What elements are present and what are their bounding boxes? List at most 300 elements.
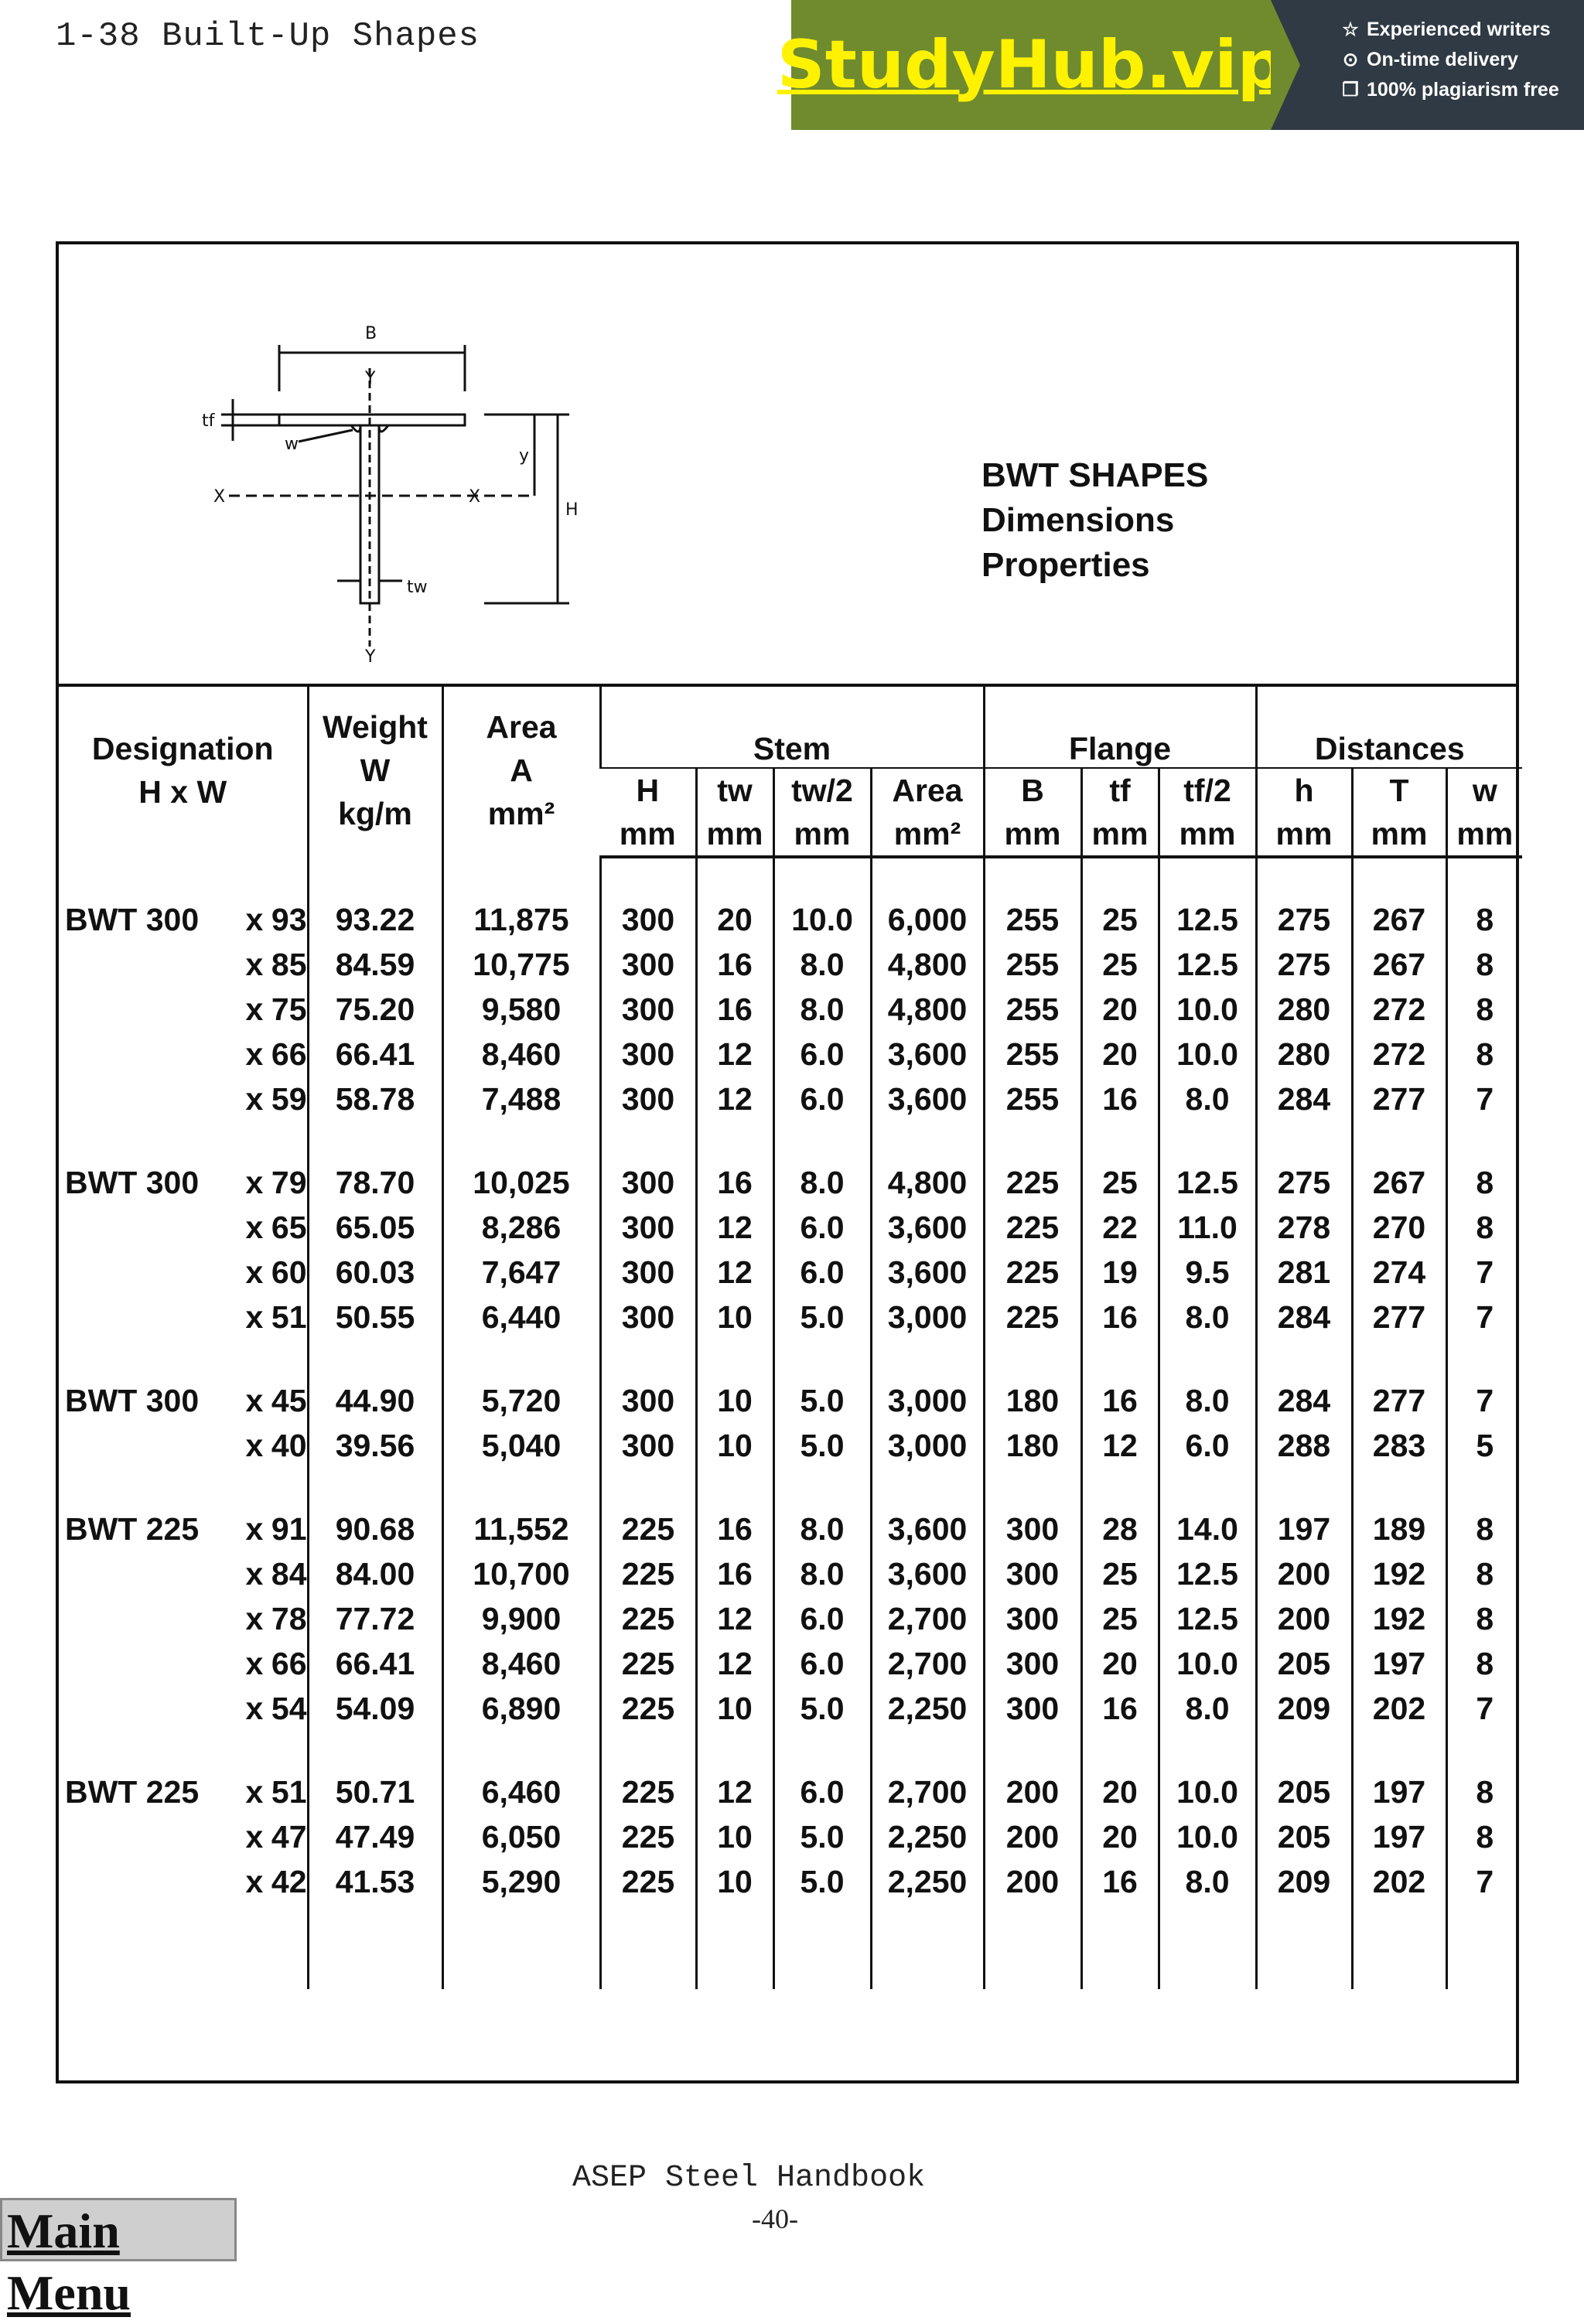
table-cell: 300 [984,1641,1081,1686]
table-cell: 7 [1446,1859,1522,1904]
table-cell: 2,250 [871,1859,984,1904]
spacer-cell [1081,857,1159,897]
table-cell: 10,700 [442,1551,600,1596]
table-cell: 20 [1081,1769,1159,1814]
shape-subtitle-line: Properties [981,546,1150,584]
spacer-cell [600,857,696,897]
axis-label-y-bottom: Y [365,647,376,662]
spacer-cell [773,1121,871,1160]
designation-prefix: BWT 300 [65,1382,200,1418]
table-cell: 192 [1352,1596,1446,1641]
table-cell: 4,800 [871,987,984,1032]
designation-x: x [245,1427,264,1463]
designation-weight: 66 [271,1645,307,1681]
table-cell: 11.0 [1159,1205,1256,1250]
table-cell: 12 [696,1596,773,1641]
designation-weight: 40 [271,1427,307,1463]
designation-weight: 85 [271,946,307,982]
table-cell: 5.0 [773,1295,871,1339]
page-number: -40- [752,2203,798,2234]
table-cell: 272 [1352,1032,1446,1077]
table-row [59,1032,1522,1077]
table-cell: 5.0 [773,1814,871,1859]
table-cell: 8,460 [442,1032,600,1077]
designation-cell [59,1769,308,1814]
designation-weight: 51 [271,1299,307,1335]
designation-cell [59,1596,308,1641]
table-cell: 5.0 [773,1686,871,1731]
designation-x: x [245,1080,264,1117]
table-cell: 209 [1256,1859,1352,1904]
table-cell: 12.5 [1159,942,1256,987]
table-row [59,1507,1522,1551]
table-cell: 20 [696,897,773,942]
table-cell: 20 [1081,1032,1159,1077]
table-cell: 6.0 [1159,1423,1256,1468]
table-cell: 10.0 [1159,1641,1256,1686]
table-cell: 8 [1446,1769,1522,1814]
spacer-cell [773,1468,871,1507]
table-cell: 10.0 [1159,1814,1256,1859]
table-cell: 12 [1081,1423,1159,1468]
table-cell: 8 [1446,1507,1522,1551]
table-cell: 12.5 [1159,1551,1256,1596]
spacer-cell [1081,1468,1159,1507]
table-cell: 300 [600,1423,696,1468]
table-cell: 300 [984,1551,1081,1596]
table-cell: 16 [1081,1378,1159,1423]
table-cell: 25 [1081,1596,1159,1641]
designation-prefix [65,1819,241,1855]
spacer-cell [1352,1121,1446,1160]
table-row [59,1250,1522,1295]
spacer-cell [1256,857,1352,897]
col-header-weight: Weight W kg/m [308,684,442,857]
spacer-cell [1446,1904,1522,1989]
table-cell: 205 [1256,1769,1352,1814]
table-cell: 274 [1352,1250,1446,1295]
table-cell: 6,890 [442,1686,600,1731]
feature-item [1340,19,1584,41]
designation-cell [59,1814,308,1859]
table-cell: 22 [1081,1205,1159,1250]
table-cell: 5,720 [442,1378,600,1423]
main-menu-button[interactable]: Main Menu [0,2198,237,2261]
col-group-stem: Stem [600,684,984,768]
table-cell: 8.0 [1159,1077,1256,1121]
table-cell: 8,286 [442,1205,600,1250]
table-cell: 3,600 [871,1507,984,1551]
table-cell: 280 [1256,987,1352,1032]
col-header-symbol: tw/2 [773,768,871,812]
designation-prefix: BWT 300 [65,901,200,937]
table-frame [56,241,1519,2083]
table-cell: 288 [1256,1423,1352,1468]
table-cell: 6,000 [871,897,984,942]
table-cell: 16 [1081,1859,1159,1904]
table-cell: 275 [1256,897,1352,942]
table-cell: 8 [1446,897,1522,942]
spacer-cell [871,1731,984,1769]
bwt-properties-table [59,684,1522,1989]
designation-prefix: BWT 300 [65,1164,200,1200]
col-header-unit: mm [1352,812,1446,857]
table-row [59,1378,1522,1423]
col-header-symbol: tw [696,768,773,812]
table-cell: 6,440 [442,1295,600,1339]
spacer-cell [1446,1121,1522,1160]
designation-weight: 66 [271,1036,307,1072]
spacer-cell [442,1904,600,1989]
table-cell: 300 [600,1032,696,1077]
col-header-area: Area A mm² [442,684,600,857]
table-cell: 300 [600,1378,696,1423]
spacer-cell [600,1731,696,1769]
table-cell: 281 [1256,1250,1352,1295]
table-cell: 66.41 [308,1032,442,1077]
spacer-cell [308,1339,442,1378]
table-cell: 10.0 [1159,987,1256,1032]
table-row [59,942,1522,987]
spacer-cell [600,1468,696,1507]
designation-x: x [245,1299,264,1335]
tee-section-diagram [105,275,600,662]
table-cell: 6.0 [773,1250,871,1295]
col-header-unit: mm [1159,812,1256,857]
designation-prefix [65,1081,241,1118]
table-cell: 10.0 [773,897,871,942]
col-header-unit: mm² [871,812,984,857]
table-cell: 10 [696,1686,773,1731]
designation-cell [59,1295,308,1339]
table-cell: 84.00 [308,1551,442,1596]
table-cell: 25 [1081,1160,1159,1205]
table-cell: 300 [600,897,696,942]
spacer-cell [59,857,308,897]
table-cell: 8.0 [773,942,871,987]
spacer-cell [696,1904,773,1989]
designation-prefix [65,1691,241,1727]
table-cell: 209 [1256,1686,1352,1731]
spacer-cell [442,1339,600,1378]
table-cell: 8.0 [1159,1295,1256,1339]
table-row [59,1205,1522,1250]
table-cell: 19 [1081,1250,1159,1295]
col-header-unit: mm [600,812,696,857]
table-cell: 47.49 [308,1814,442,1859]
table-cell: 20 [1081,1814,1159,1859]
table-cell: 8,460 [442,1641,600,1686]
table-cell: 300 [600,1205,696,1250]
table-cell: 50.55 [308,1295,442,1339]
designation-x: x [245,1036,264,1072]
table-cell: 11,552 [442,1507,600,1551]
table-cell: 225 [600,1641,696,1686]
spacer-cell [1446,1468,1522,1507]
table-row [59,1814,1522,1859]
table-cell: 8.0 [1159,1378,1256,1423]
designation-weight: 42 [271,1863,307,1899]
table-cell: 225 [600,1814,696,1859]
feature-label: On-time delivery [1367,49,1518,70]
dim-label-H: H [565,500,579,520]
designation-weight: 54 [271,1690,307,1726]
table-cell: 9,900 [442,1596,600,1641]
table-cell: 7 [1446,1250,1522,1295]
table-cell: 78.70 [308,1160,442,1205]
spacer-cell [871,1468,984,1507]
spacer-cell [1352,1468,1446,1507]
table-cell: 200 [1256,1596,1352,1641]
table-cell: 5.0 [773,1859,871,1904]
copy-icon: ❐ [1342,80,1359,101]
table-cell: 8.0 [1159,1859,1256,1904]
table-cell: 3,000 [871,1295,984,1339]
table-cell: 12.5 [1159,1596,1256,1641]
table-cell: 2,250 [871,1686,984,1731]
table-row [59,1160,1522,1205]
feature-label: 100% plagiarism free [1367,79,1559,101]
spacer-cell [871,1339,984,1378]
page-header-title: 1-38 Built-Up Shapes [56,17,480,56]
axis-label-y-top: Y [365,369,376,388]
table-cell: 8 [1446,987,1522,1032]
designation-weight: 79 [271,1164,307,1200]
table-cell: 255 [984,1077,1081,1121]
table-cell: 225 [600,1507,696,1551]
table-cell: 41.53 [308,1859,442,1904]
spacer-cell [59,1904,308,1989]
table-cell: 192 [1352,1551,1446,1596]
table-cell: 255 [984,1032,1081,1077]
spacer-cell [1081,1121,1159,1160]
table-cell: 197 [1256,1507,1352,1551]
table-cell: 267 [1352,897,1446,942]
table-cell: 16 [1081,1077,1159,1121]
brand-logo[interactable]: StudyHub.vip [777,26,1285,104]
table-cell: 300 [600,1077,696,1121]
table-cell: 278 [1256,1205,1352,1250]
clock-icon: ⊙ [1342,49,1359,70]
table-cell: 180 [984,1378,1081,1423]
spacer-cell [442,1468,600,1507]
table-cell: 200 [1256,1551,1352,1596]
designation-x: x [245,1690,264,1726]
banner-features [1271,0,1584,130]
spacer-cell [1352,1731,1446,1769]
spacer-cell [773,1904,871,1989]
designation-prefix [65,991,241,1028]
table-cell: 10 [696,1423,773,1468]
designation-cell [59,1250,308,1295]
table-cell: 12.5 [1159,897,1256,942]
col-header-designation: Designation H x W [91,731,274,810]
spacer-cell [59,1468,308,1507]
dim-label-w: w [285,435,299,454]
designation-cell [59,1205,308,1250]
feature-item [1340,49,1584,71]
spacer-cell [59,1731,308,1769]
star-icon: ☆ [1342,19,1359,40]
designation-cell [59,897,308,942]
designation-x: x [245,1382,264,1418]
table-cell: 14.0 [1159,1507,1256,1551]
table-cell: 283 [1352,1423,1446,1468]
spacer-cell [696,1339,773,1378]
table-cell: 2,700 [871,1596,984,1641]
table-cell: 5,290 [442,1859,600,1904]
spacer-cell [1256,1339,1352,1378]
table-cell: 225 [600,1686,696,1731]
designation-weight: 84 [271,1555,307,1592]
feature-item [1340,79,1584,101]
table-cell: 16 [1081,1295,1159,1339]
designation-cell [59,1077,308,1121]
designation-x: x [245,1645,264,1681]
designation-prefix [65,947,241,983]
table-cell: 255 [984,897,1081,942]
table-cell: 16 [696,1507,773,1551]
table-cell: 44.90 [308,1378,442,1423]
designation-cell [59,1032,308,1077]
table-cell: 4,800 [871,1160,984,1205]
table-cell: 284 [1256,1077,1352,1121]
feature-label: Experienced writers [1367,19,1551,40]
table-cell: 12 [696,1250,773,1295]
spacer-cell [308,1731,442,1769]
table-cell: 2,700 [871,1641,984,1686]
spacer-cell [600,1339,696,1378]
designation-weight: 51 [271,1773,307,1810]
designation-cell [59,987,308,1032]
designation-x: x [245,1209,264,1245]
designation-x: x [245,946,264,982]
table-cell: 5.0 [773,1423,871,1468]
table-cell: 8 [1446,1814,1522,1859]
table-cell: 205 [1256,1641,1352,1686]
table-row [59,1077,1522,1121]
spacer-cell [984,1121,1081,1160]
table-cell: 3,600 [871,1032,984,1077]
table-cell: 6.0 [773,1641,871,1686]
table-cell: 16 [696,1160,773,1205]
table-cell: 8 [1446,1596,1522,1641]
table-cell: 10 [696,1295,773,1339]
spacer-cell [1081,1904,1159,1989]
table-cell: 75.20 [308,987,442,1032]
designation-x: x [245,991,264,1027]
col-header-unit: mm [696,812,773,857]
table-cell: 10 [696,1378,773,1423]
table-cell: 5 [1446,1423,1522,1468]
table-cell: 12 [696,1769,773,1814]
col-header-unit: mm [1446,812,1522,857]
designation-x: x [245,1164,264,1200]
table-cell: 10 [696,1814,773,1859]
table-cell: 275 [1256,1160,1352,1205]
table-cell: 25 [1081,942,1159,987]
table-cell: 20 [1081,987,1159,1032]
table-cell: 50.71 [308,1769,442,1814]
table-cell: 65.05 [308,1205,442,1250]
table-cell: 267 [1352,942,1446,987]
table-cell: 58.78 [308,1077,442,1121]
spacer-cell [308,1468,442,1507]
table-cell: 300 [984,1596,1081,1641]
footer-handbook-title: ASEP Steel Handbook [572,2161,926,2196]
table-cell: 202 [1352,1686,1446,1731]
table-cell: 225 [984,1295,1081,1339]
table-cell: 10.0 [1159,1769,1256,1814]
spacer-cell [442,1121,600,1160]
spacer-cell [1081,1339,1159,1378]
table-cell: 10.0 [1159,1032,1256,1077]
dim-label-tw: tw [407,578,428,597]
designation-prefix: BWT 225 [65,1510,200,1547]
spacer-cell [773,857,871,897]
table-cell: 200 [984,1859,1081,1904]
designation-x: x [245,1510,264,1547]
col-header-symbol: tf [1081,768,1159,812]
spacer-cell [600,1121,696,1160]
table-cell: 12 [696,1641,773,1686]
spacer-cell [1256,1731,1352,1769]
spacer-cell [1446,1339,1522,1378]
table-cell: 77.72 [308,1596,442,1641]
table-cell: 16 [696,987,773,1032]
designation-prefix [65,1646,241,1682]
spacer-cell [59,1121,308,1160]
designation-prefix [65,1210,241,1246]
studyhub-banner[interactable] [777,0,1584,130]
col-header-symbol: B [984,768,1081,812]
table-cell: 205 [1256,1814,1352,1859]
table-cell: 12 [696,1205,773,1250]
designation-prefix [65,1254,241,1291]
table-row [59,1641,1522,1686]
table-cell: 180 [984,1423,1081,1468]
shape-title-block [981,453,1208,588]
col-group-distances: Distances [1256,684,1522,768]
table-cell: 2,700 [871,1769,984,1814]
spacer-cell [1159,1121,1256,1160]
col-header-unit: mm [773,812,871,857]
spacer-cell [1446,857,1522,897]
table-cell: 2,250 [871,1814,984,1859]
table-cell: 8 [1446,1551,1522,1596]
spacer-cell [871,857,984,897]
table-cell: 8 [1446,1641,1522,1686]
spacer-cell [1256,1121,1352,1160]
table-cell: 7 [1446,1295,1522,1339]
table-cell: 202 [1352,1859,1446,1904]
table-cell: 60.03 [308,1250,442,1295]
designation-weight: 47 [271,1818,307,1855]
table-cell: 8.0 [773,1507,871,1551]
dim-label-tf: tf [202,411,215,431]
table-cell: 280 [1256,1032,1352,1077]
spacer-cell [1352,1904,1446,1989]
designation-cell [59,1423,308,1468]
spacer-cell [1256,1904,1352,1989]
designation-weight: 78 [271,1600,307,1636]
table-cell: 6.0 [773,1769,871,1814]
table-cell: 6.0 [773,1077,871,1121]
table-cell: 9,580 [442,987,600,1032]
table-cell: 6.0 [773,1205,871,1250]
table-cell: 8.0 [773,1160,871,1205]
spacer-cell [1159,1904,1256,1989]
